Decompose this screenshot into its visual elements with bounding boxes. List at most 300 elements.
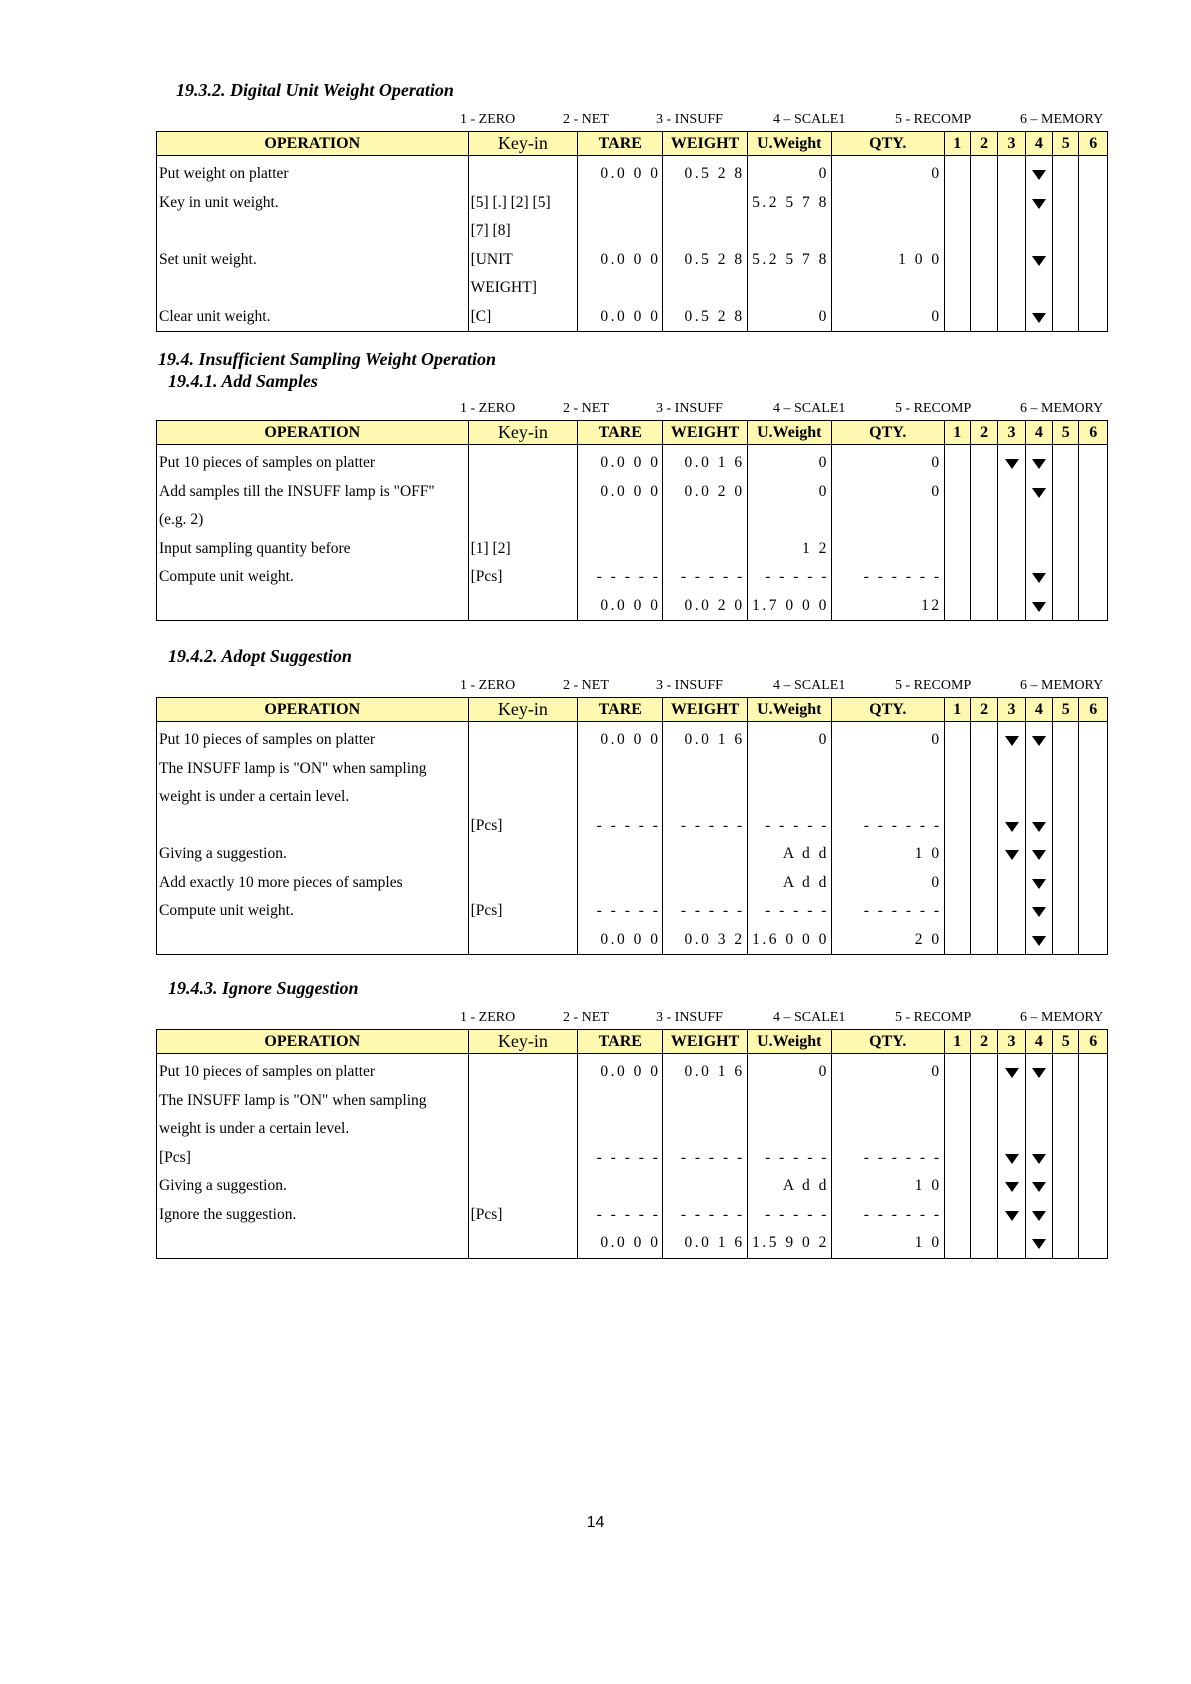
col-header-lamp: 4 (1025, 421, 1052, 445)
col-header-lamp: 1 (944, 132, 970, 156)
lamp-cell (1079, 869, 1108, 898)
col-header-keyin: Key-in (468, 698, 578, 722)
lamp-cell (1079, 1087, 1108, 1116)
qty-cell (831, 755, 944, 784)
lamp-cell (944, 897, 970, 926)
uweight-cell: 1 2 (747, 535, 831, 564)
lamp-cell (1079, 189, 1108, 218)
lamp-cell (970, 303, 997, 332)
lamp-cell (1025, 563, 1052, 592)
uweight-cell: 1.7 0 0 0 (747, 592, 831, 621)
table-row (157, 535, 1108, 564)
uweight-cell: 0 (747, 156, 831, 189)
lamp-cell (1079, 217, 1108, 246)
uweight-cell: - - - - - (747, 897, 831, 926)
section-heading: 19.4.3. Ignore Suggestion (168, 978, 359, 998)
col-header-lamp: 3 (998, 698, 1025, 722)
lamp-cell (1053, 156, 1079, 189)
lamp-cell (1025, 246, 1052, 275)
operation-cell: Ignore the suggestion. (157, 1201, 469, 1230)
lamp-cell (1025, 897, 1052, 926)
lamp-cell (1053, 445, 1079, 478)
uweight-cell (747, 274, 831, 303)
lamp-on-indicator-icon (1005, 1211, 1019, 1221)
lamp-cell (1079, 1115, 1108, 1144)
col-header-uweight: U.Weight (747, 132, 831, 156)
legend-item: 1 - ZERO (460, 1010, 516, 1025)
uweight-cell: 1.5 9 0 2 (747, 1229, 831, 1258)
lamp-cell (1053, 783, 1079, 812)
operation-cell (157, 274, 469, 303)
uweight-cell (747, 783, 831, 812)
legend-item: 1 - ZERO (460, 112, 516, 127)
lamp-cell (944, 217, 970, 246)
lamp-legend (0, 401, 1191, 419)
lamp-on-indicator-icon (1005, 1154, 1019, 1164)
qty-cell: - - - - - - (831, 1201, 944, 1230)
qty-cell (831, 217, 944, 246)
lamp-on-indicator-icon (1032, 936, 1046, 946)
operation-table (156, 697, 1108, 955)
legend-item: 3 - INSUFF (656, 678, 723, 693)
uweight-cell: 5.2 5 7 8 (747, 189, 831, 218)
col-header-tare: TARE (578, 421, 663, 445)
keyin-cell (468, 1144, 578, 1173)
keyin-cell (468, 478, 578, 507)
lamp-cell (944, 755, 970, 784)
col-header-weight: WEIGHT (663, 132, 747, 156)
lamp-cell (998, 246, 1025, 275)
col-header-weight: WEIGHT (663, 421, 747, 445)
lamp-cell (944, 506, 970, 535)
col-header-lamp: 1 (944, 421, 970, 445)
tare-cell: 0.0 0 0 (578, 445, 663, 478)
lamp-cell (998, 897, 1025, 926)
tare-cell: - - - - - (578, 1201, 663, 1230)
lamp-cell (1053, 1144, 1079, 1173)
uweight-cell (747, 217, 831, 246)
operation-cell (157, 926, 469, 955)
keyin-cell: [7] [8] (468, 217, 578, 246)
lamp-cell (998, 783, 1025, 812)
lamp-cell (1025, 217, 1052, 246)
lamp-cell (998, 535, 1025, 564)
table-row (157, 563, 1108, 592)
lamp-cell (998, 1229, 1025, 1258)
table-row (157, 869, 1108, 898)
lamp-cell (1079, 897, 1108, 926)
lamp-cell (1079, 755, 1108, 784)
lamp-cell (1053, 592, 1079, 621)
tare-cell: - - - - - (578, 1144, 663, 1173)
lamp-cell (970, 869, 997, 898)
lamp-cell (970, 1087, 997, 1116)
qty-cell: 0 (831, 445, 944, 478)
lamp-cell (1053, 535, 1079, 564)
lamp-cell (970, 274, 997, 303)
operation-table (156, 131, 1108, 332)
lamp-cell (1025, 755, 1052, 784)
legend-item: 4 – SCALE1 (773, 1010, 846, 1025)
weight-cell: 0.0 1 6 (663, 1229, 747, 1258)
legend-item: 2 - NET (563, 112, 609, 127)
table-row (157, 755, 1108, 784)
uweight-cell: 1.6 0 0 0 (747, 926, 831, 955)
col-header-keyin: Key-in (468, 421, 578, 445)
table-row (157, 722, 1108, 755)
qty-cell (831, 1115, 944, 1144)
tare-cell (578, 1087, 663, 1116)
lamp-on-indicator-icon (1032, 602, 1046, 612)
qty-cell: 0 (831, 869, 944, 898)
operation-cell: Clear unit weight. (157, 303, 469, 332)
lamp-on-indicator-icon (1032, 459, 1046, 469)
operation-table (156, 1029, 1108, 1259)
lamp-cell (944, 303, 970, 332)
keyin-cell: [Pcs] (468, 812, 578, 841)
lamp-cell (944, 1054, 970, 1087)
lamp-cell (1053, 755, 1079, 784)
col-header-operation: OPERATION (157, 421, 469, 445)
weight-cell: 0.0 2 0 (663, 478, 747, 507)
keyin-cell (468, 445, 578, 478)
lamp-on-indicator-icon (1032, 850, 1046, 860)
keyin-cell: [Pcs] (468, 1201, 578, 1230)
lamp-cell (998, 869, 1025, 898)
lamp-on-indicator-icon (1032, 573, 1046, 583)
lamp-cell (998, 722, 1025, 755)
keyin-cell (468, 1054, 578, 1087)
lamp-cell (998, 1201, 1025, 1230)
lamp-cell (1025, 869, 1052, 898)
page-number: 14 (586, 1514, 605, 1531)
keyin-cell (468, 1172, 578, 1201)
tare-cell: - - - - - (578, 897, 663, 926)
lamp-cell (1025, 812, 1052, 841)
lamp-on-indicator-icon (1032, 822, 1046, 832)
weight-cell (663, 274, 747, 303)
lamp-cell (998, 926, 1025, 955)
lamp-cell (1053, 897, 1079, 926)
lamp-cell (944, 535, 970, 564)
lamp-cell (1053, 217, 1079, 246)
keyin-cell: WEIGHT] (468, 274, 578, 303)
lamp-on-indicator-icon (1005, 822, 1019, 832)
operation-cell: The INSUFF lamp is "ON" when sampling (157, 1087, 469, 1116)
col-header-weight: WEIGHT (663, 1030, 747, 1054)
table-row (157, 217, 1108, 246)
uweight-cell: A d d (747, 840, 831, 869)
col-header-operation: OPERATION (157, 698, 469, 722)
weight-cell (663, 755, 747, 784)
section-heading: 19.4.1. Add Samples (168, 371, 318, 391)
col-header-qty: QTY. (831, 1030, 944, 1054)
operation-cell: Put 10 pieces of samples on platter (157, 445, 469, 478)
lamp-cell (998, 812, 1025, 841)
legend-item: 1 - ZERO (460, 401, 516, 416)
operation-cell: weight is under a certain level. (157, 783, 469, 812)
col-header-lamp: 3 (998, 132, 1025, 156)
legend-item: 1 - ZERO (460, 678, 516, 693)
lamp-cell (970, 246, 997, 275)
col-header-qty: QTY. (831, 698, 944, 722)
qty-cell: 1 0 (831, 840, 944, 869)
legend-item: 4 – SCALE1 (773, 112, 846, 127)
col-header-operation: OPERATION (157, 132, 469, 156)
lamp-cell (998, 274, 1025, 303)
lamp-cell (1053, 840, 1079, 869)
keyin-cell (468, 783, 578, 812)
qty-cell: 1 0 (831, 1229, 944, 1258)
col-header-lamp: 4 (1025, 1030, 1052, 1054)
lamp-cell (970, 1144, 997, 1173)
weight-cell: 0.0 2 0 (663, 592, 747, 621)
tare-cell (578, 1172, 663, 1201)
qty-cell: 0 (831, 303, 944, 332)
lamp-cell (1025, 1144, 1052, 1173)
col-header-lamp: 2 (970, 1030, 997, 1054)
lamp-cell (1025, 506, 1052, 535)
tare-cell (578, 840, 663, 869)
weight-cell (663, 1172, 747, 1201)
lamp-cell (1079, 1054, 1108, 1087)
keyin-cell (468, 755, 578, 784)
lamp-cell (944, 274, 970, 303)
uweight-cell: A d d (747, 869, 831, 898)
lamp-cell (1053, 1115, 1079, 1144)
lamp-cell (970, 1201, 997, 1230)
lamp-cell (944, 592, 970, 621)
lamp-cell (944, 1115, 970, 1144)
lamp-on-indicator-icon (1032, 1154, 1046, 1164)
qty-cell: 0 (831, 1054, 944, 1087)
keyin-cell: [C] (468, 303, 578, 332)
keyin-cell (468, 722, 578, 755)
legend-item: 5 - RECOMP (895, 112, 972, 127)
lamp-cell (944, 246, 970, 275)
lamp-cell (970, 926, 997, 955)
lamp-legend (0, 112, 1191, 130)
tare-cell: 0.0 0 0 (578, 156, 663, 189)
qty-cell: 1 0 (831, 1172, 944, 1201)
col-header-tare: TARE (578, 1030, 663, 1054)
lamp-on-indicator-icon (1005, 459, 1019, 469)
col-header-keyin: Key-in (468, 1030, 578, 1054)
lamp-cell (970, 812, 997, 841)
col-header-lamp: 6 (1079, 132, 1108, 156)
operation-cell (157, 812, 469, 841)
table-row (157, 189, 1108, 218)
col-header-operation: OPERATION (157, 1030, 469, 1054)
lamp-cell (998, 303, 1025, 332)
tare-cell: - - - - - (578, 563, 663, 592)
tare-cell: - - - - - (578, 812, 663, 841)
uweight-cell (747, 506, 831, 535)
qty-cell: 0 (831, 722, 944, 755)
weight-cell: 0.5 2 8 (663, 156, 747, 189)
lamp-cell (944, 445, 970, 478)
keyin-cell (468, 869, 578, 898)
lamp-cell (970, 217, 997, 246)
weight-cell: - - - - - (663, 1201, 747, 1230)
tare-cell: 0.0 0 0 (578, 722, 663, 755)
section-heading: 19.4.2. Adopt Suggestion (168, 646, 352, 666)
uweight-cell: 0 (747, 303, 831, 332)
lamp-cell (1053, 563, 1079, 592)
lamp-cell (1025, 445, 1052, 478)
weight-cell (663, 535, 747, 564)
lamp-cell (998, 563, 1025, 592)
col-header-uweight: U.Weight (747, 698, 831, 722)
lamp-on-indicator-icon (1032, 170, 1046, 180)
lamp-cell (1025, 156, 1052, 189)
lamp-on-indicator-icon (1032, 313, 1046, 323)
operation-cell: Set unit weight. (157, 246, 469, 275)
weight-cell (663, 1087, 747, 1116)
weight-cell: - - - - - (663, 563, 747, 592)
table-row (157, 1172, 1108, 1201)
table-row (157, 592, 1108, 621)
lamp-cell (1053, 1201, 1079, 1230)
lamp-cell (1025, 926, 1052, 955)
lamp-cell (970, 535, 997, 564)
lamp-cell (998, 217, 1025, 246)
lamp-cell (944, 722, 970, 755)
tare-cell (578, 755, 663, 784)
col-header-lamp: 2 (970, 421, 997, 445)
table-row (157, 478, 1108, 507)
qty-cell: 1 0 0 (831, 246, 944, 275)
tare-cell: 0.0 0 0 (578, 478, 663, 507)
operation-cell: (e.g. 2) (157, 506, 469, 535)
keyin-cell: [1] [2] (468, 535, 578, 564)
lamp-cell (944, 1144, 970, 1173)
operation-cell: Put 10 pieces of samples on platter (157, 722, 469, 755)
operation-cell: weight is under a certain level. (157, 1115, 469, 1144)
lamp-cell (970, 156, 997, 189)
weight-cell (663, 869, 747, 898)
legend-item: 6 – MEMORY (1020, 401, 1104, 416)
weight-cell (663, 506, 747, 535)
tare-cell (578, 783, 663, 812)
col-header-lamp: 5 (1053, 698, 1079, 722)
table-row (157, 506, 1108, 535)
header-row (157, 132, 1108, 156)
lamp-on-indicator-icon (1032, 256, 1046, 266)
lamp-cell (970, 1054, 997, 1087)
lamp-cell (1079, 926, 1108, 955)
weight-cell: 0.0 1 6 (663, 445, 747, 478)
uweight-cell: A d d (747, 1172, 831, 1201)
weight-cell (663, 189, 747, 218)
col-header-lamp: 5 (1053, 1030, 1079, 1054)
qty-cell: - - - - - - (831, 897, 944, 926)
qty-cell: 0 (831, 156, 944, 189)
lamp-cell (1053, 812, 1079, 841)
uweight-cell: 0 (747, 722, 831, 755)
lamp-cell (944, 1087, 970, 1116)
lamp-on-indicator-icon (1032, 488, 1046, 498)
col-header-qty: QTY. (831, 421, 944, 445)
lamp-cell (1025, 592, 1052, 621)
operation-cell (157, 1229, 469, 1258)
qty-cell: - - - - - - (831, 1144, 944, 1173)
operation-cell: Compute unit weight. (157, 897, 469, 926)
operation-table (156, 420, 1108, 621)
lamp-cell (1053, 926, 1079, 955)
keyin-cell: [Pcs] (468, 897, 578, 926)
weight-cell (663, 217, 747, 246)
table-row (157, 156, 1108, 189)
tare-cell (578, 535, 663, 564)
lamp-cell (944, 1201, 970, 1230)
lamp-cell (970, 1115, 997, 1144)
lamp-cell (1079, 840, 1108, 869)
col-header-uweight: U.Weight (747, 1030, 831, 1054)
lamp-cell (944, 812, 970, 841)
keyin-cell: [UNIT (468, 246, 578, 275)
qty-cell (831, 783, 944, 812)
table-row (157, 1201, 1108, 1230)
qty-cell: - - - - - - (831, 563, 944, 592)
table-row (157, 840, 1108, 869)
header-row (157, 421, 1108, 445)
weight-cell (663, 840, 747, 869)
tare-cell (578, 189, 663, 218)
lamp-on-indicator-icon (1032, 879, 1046, 889)
operation-cell: The INSUFF lamp is "ON" when sampling (157, 755, 469, 784)
uweight-cell: - - - - - (747, 1144, 831, 1173)
qty-cell: 12 (831, 592, 944, 621)
tare-cell: 0.0 0 0 (578, 1054, 663, 1087)
lamp-cell (1053, 869, 1079, 898)
legend-item: 6 – MEMORY (1020, 112, 1104, 127)
lamp-cell (1025, 274, 1052, 303)
col-header-lamp: 3 (998, 421, 1025, 445)
operation-cell: Add exactly 10 more pieces of samples (157, 869, 469, 898)
lamp-on-indicator-icon (1032, 907, 1046, 917)
tare-cell (578, 274, 663, 303)
legend-item: 3 - INSUFF (656, 112, 723, 127)
tare-cell: 0.0 0 0 (578, 246, 663, 275)
operation-cell: Compute unit weight. (157, 563, 469, 592)
legend-item: 2 - NET (563, 678, 609, 693)
qty-cell (831, 274, 944, 303)
operation-cell: Put weight on platter (157, 156, 469, 189)
lamp-cell (944, 156, 970, 189)
lamp-cell (970, 897, 997, 926)
lamp-cell (944, 1172, 970, 1201)
keyin-cell (468, 156, 578, 189)
lamp-cell (1079, 1144, 1108, 1173)
table-row (157, 1087, 1108, 1116)
qty-cell: - - - - - - (831, 812, 944, 841)
legend-item: 2 - NET (563, 401, 609, 416)
col-header-lamp: 5 (1053, 132, 1079, 156)
lamp-cell (998, 840, 1025, 869)
lamp-on-indicator-icon (1032, 199, 1046, 209)
tare-cell: 0.0 0 0 (578, 926, 663, 955)
lamp-cell (1079, 246, 1108, 275)
keyin-cell (468, 1087, 578, 1116)
lamp-cell (970, 506, 997, 535)
legend-item: 3 - INSUFF (656, 1010, 723, 1025)
weight-cell: 0.5 2 8 (663, 246, 747, 275)
col-header-lamp: 2 (970, 132, 997, 156)
uweight-cell (747, 755, 831, 784)
lamp-cell (1079, 445, 1108, 478)
legend-item: 4 – SCALE1 (773, 401, 846, 416)
